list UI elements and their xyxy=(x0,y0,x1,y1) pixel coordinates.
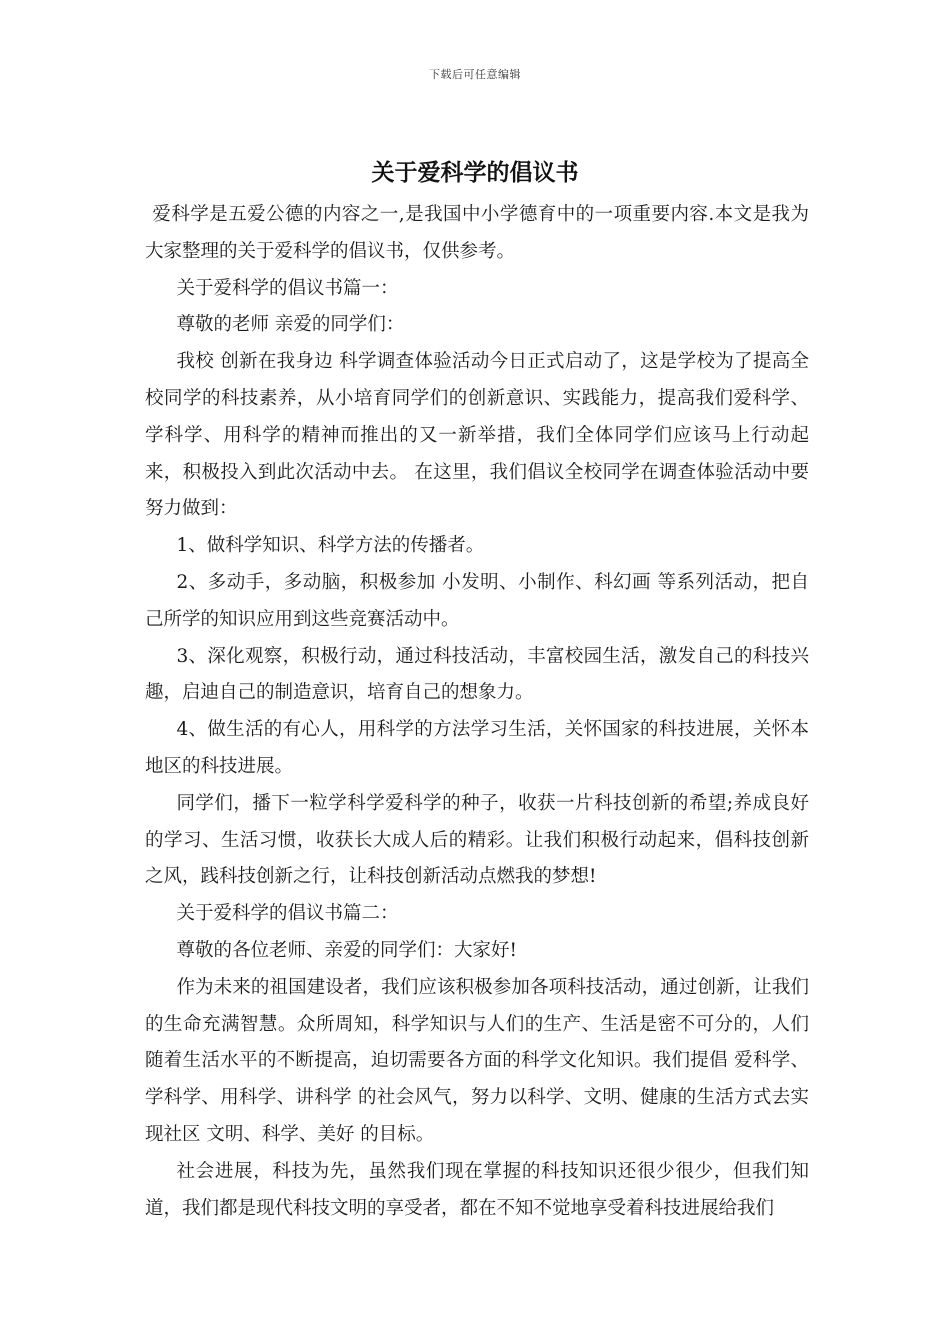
document-body xyxy=(145,197,809,1227)
list-item: 1、做科学知识、科学方法的传播者。 xyxy=(176,535,485,557)
section-heading-part-two: 关于爱科学的倡议书篇二： xyxy=(176,903,399,925)
paragraph: 作为未来的祖国建设者，我们应该积极参加各项科技活动，通过创新，让我们的生命充满智慧。众所周知，科学知识与人们的生产、生活是密不可分的，人们随着生活水平的不断提高，迫切需要各方面的科学文化知识。我们提倡 爱科学、学科学、用科学、讲科学 的社会风气，努力以科学、文明、健康的生活方式去实现社区 文明、科学、美好 的目标。 xyxy=(145,976,809,1145)
list-item: 4、做生活的有心人，用科学的方法学习生活，关怀国家的科技进展，关怀本地区的科技进展。 xyxy=(145,719,809,777)
paragraph: 我校 创新在我身边 科学调查体验活动今日正式启动了，这是学校为了提高全校同学的科技素养，从小培育同学们的创新意识、实践能力，提高我们爱科学、学科学、用科学的精神而推出的又一新举措，我们全体同学们应该马上行动起来，积极投入到此次活动中去。 在这里，我们倡议全校同学在调查体验活动中要努力做到： xyxy=(145,351,809,520)
list-item: 3、深化观察，积极行动，通过科技活动，丰富校园生活，激发自己的科技兴趣，启迪自己的制造意识，培育自己的想象力。 xyxy=(145,645,809,704)
paragraph: 社会进展，科技为先，虽然我们现在掌握的科技知识还很少很少，但我们知道，我们都是现代科技文明的享受者，都在不知不觉地享受着科技进展给我们 xyxy=(145,1160,809,1219)
document-title: 关于爱科学的倡议书 xyxy=(371,160,579,186)
section-heading-part-one: 关于爱科学的倡议书篇一： xyxy=(176,277,399,299)
salutation: 尊敬的各位老师、亲爱的同学们：大家好! xyxy=(176,939,517,961)
download-note: 下载后可任意编辑 xyxy=(429,68,521,81)
salutation: 尊敬的老师 亲爱的同学们： xyxy=(176,314,405,336)
paragraph: 同学们，播下一粒学科学爱科学的种子，收获一片科技创新的希望;养成良好的学习、生活习惯，收获长大成人后的精彩。让我们积极行动起来，倡科技创新之风，践科技创新之行，让科技创新活动点燃我的梦想! xyxy=(145,792,809,888)
paragraph-intro: 爱科学是五爱公德的内容之一,是我国中小学德育中的一项重要内容.本文是我为大家整理的关于爱科学的倡议书，仅供参考。 xyxy=(145,204,809,262)
list-item: 2、多动手，多动脑，积极参加 小发明、小制作、科幻画 等系列活动，把自己所学的知识应用到这些竞赛活动中。 xyxy=(145,571,809,630)
